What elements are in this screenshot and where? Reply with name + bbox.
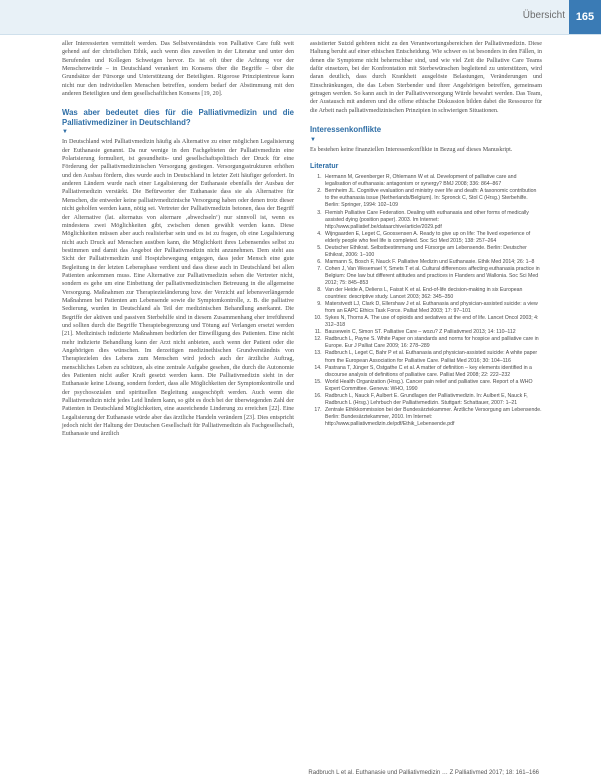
running-header	[0, 0, 601, 35]
conflicts-text: Es bestehen keine finanziellen Interessenkonflikte in Bezug auf dieses Manuskript.	[310, 146, 513, 153]
reference-item: 12. Radbruch L, Payne S. White Paper on standards and norms for hospice and palliative care in Europe. Eur J Palliat Care 2009; 16: 278–289	[323, 336, 542, 350]
reference-item: 2. Bernheim JL. Cognitive evaluation and ministry over life and death: A taxonomic contribution to the euthanasia issue (Netherlands/Belgium). In: Spronck C, Stol C (Hrsg.) Sterbehilfe. Berlin: Springer, 1994: 102–109	[323, 188, 542, 209]
page-number: 165	[569, 0, 601, 34]
reference-list	[310, 174, 542, 428]
body-paragraph: In Deutschland wird Palliativmedizin häufig als Alternative zu einer möglichen Legalisierung der Euthanasie genannt. Da nur wenige in den Fachgebieten der Palliativmedizin eine Polarisierung formuliert, ist gesundheits- und gesellschaftspolitisch der Druck für eine Förderung der palliativmedizinischen Versorgung gestiegen. Versorgungsstrukturen erhöhen und den Ausbau fördern, dies wurde auch in Deutschland in letzter Zeit häufiger gefordert. In anderen Ländern wurde nach einer Legalisierung der Euthanasie ebenfalls der Ausbau der Palliativmedizin verstärkt. Die Befürworter der Euthanasie dass sie als Alternative für Menschen, die entweder keine palliativmedizinische Versorgung haben oder denen trotz dieser nicht geholfen werden kann, nötig sei. Vertreter der Palliativmedizin betonen, dass der Begriff der Alternative (lat. alternatus von alternare ‚abwechseln‘) nur sinnvoll ist, wenn es mindestens zwei Möglichkeiten gibt, zwischen denen gewählt werden kann. Diese Möglichkeiten müssen aber auch realisierbar sein und es ist zu fragen, ob eine Legalisierung nicht auch Druck auf Menschen ausüben kann, die Möglichkeit ihres Lebensendes selbst zu bestimmen und damit das Angebot der Palliativmedizin nicht anzunehmen. Dem steht aus Sicht der Palliativmedizin und Hospizbewegung entgegen, dass jeder Mensch eine gute Begleitung in der letzten Lebensphase verdient und dass diese auch in Deutschland bei allen Patienten ankommen muss. Eine Alternative zur Palliativmedizin sehen die Vertreter nicht, sondern es gehe um eine Einbettung der palliativmedizinischen Betreuung in die allgemeine Versorgung. Maßnahmen zur Therapiezieländerung bzw. der Verzicht auf lebensverlängernde Maßnahmen bei Patienten am Lebensende sowie die Symptomkontrolle, z. B. die palliative Sedierung, wurden in Deutschland als Teil der medizinischen Behandlung anerkannt. Die Begriffe der aktiven und passiven Sterbehilfe sind in diesem Zusammenhang eher irreführend und sollten durch die Begriffe Therapiebegrenzung und Tötung auf Verlangen ersetzt werden [21]. Medizinisch indizierte Maßnahmen bedürfen der Einwilligung des Patienten. Eine nicht mehr indizierte Behandlung kann der Arzt nicht anbieten, auch wenn der Patient oder die Angehörigen dies wünschen. Im derzeitigen medizinethischen Grundverständnis von Therapiezielen des Lebens zum Menschen wird jedoch auch der ärztliche Auftrag, menschliches Leben zu schützen, als eine zentrale Aufgabe gesehen, die durch die Autonomie des Patienten nicht außer Kraft gesetzt werden kann. Die Palliativmedizin sieht in der Euthanasie keine Lösung, sondern fordert, dass alle Möglichkeiten der Symptomkontrolle und der psychosozialen und spirituellen Begleitung ausgeschöpft werden. Auch wenn die Palliativmedizin nicht jedes Leid lindern kann, so gibt es doch bei der überwiegenden Zahl der Patienten in Deutschland Möglichkeiten, eine ausreichende Linderung zu erreichen [22]. Eine Legalisierung der Euthanasie würde aber das ärztliche Handeln verändern [23]. Dies entspricht jedoch nicht der Haltung der Deutschen Gesellschaft für Palliativmedizin als Fachgesellschaft, Euthanasie und ärztlich	[62, 139, 294, 438]
reference-item: 16. Radbruch L, Nauck F, Aulbert E. Grundlagen der Palliativmedizin. In: Aulbert E, Nauck F, Radbruch L (Hrsg.) Lehrbuch der Palliativmedizin. Stuttgart: Schattauer, 2007: 1–21	[323, 393, 542, 407]
intro-paragraph: aller Interessierten vermittelt werden. Das Selbstverständnis von Palliative Care fußt weit gehend auf der christlichen Ethik, auch wenn dies zuweilen in der Literatur und unter den Berufenden und Kollegen Schweigen hervor. Es ist oft über die Achtung vor der Menschenwürde – in Deutschland verankert im Konsens über die Begriffe – über die Grundsätze der Fürsorge und Unterstützung der Beteiligten. Rigorose Prinzipientreue kann nicht nur den individuellen Menschen betreffen, sondern bedarf der Abstimmung mit den anderen Beteiligten und dem gesellschaftlichen Konsens [19, 20].	[62, 41, 294, 98]
section-label: Übersicht	[522, 10, 565, 21]
section-marker-icon: ▼	[62, 129, 68, 136]
reference-item: 11. Bausewein C, Simon ST. Palliative Care – wozu? Z Palliativmed 2013; 14: 110–112	[323, 329, 542, 336]
footer-citation: Radbruch L et al. Euthanasie und Palliativmedizin … Z Palliativmed 2017; 18: 161–166	[308, 770, 539, 776]
section-marker-icon: ▼	[310, 136, 316, 143]
conflicts-heading: Interessenkonflikte	[310, 125, 382, 135]
reference-item: 1. Hermann M, Greenberger R, Ohlemann W et al. Development of palliative care and legalisation of euthanasia: antagonism or synergy? BMJ 2008; 336: 864–867	[323, 174, 542, 188]
left-column	[62, 40, 294, 439]
reference-item: 10. Sykes N, Thorns A. The use of opioids and sedatives at the end of life. Lancet Oncol 2003; 4: 312–318	[323, 315, 542, 329]
reference-item: 7. Cohen J, Van Wesemael Y, Smets T et al. Cultural differences affecting euthanasia practice in Belgium: One law but different attitudes and practices in Flanders and Wallonia. Soc Sci Med 2012; 75: 845–853	[323, 266, 542, 287]
reference-item: 13. Radbruch L, Leget C, Bahr P et al. Euthanasia and physician-assisted suicide: A white paper from the European Association for Palliative Care. Palliat Med 2016; 30: 104–116	[323, 350, 542, 364]
literature-heading: Literatur	[310, 162, 339, 170]
reference-item: 14. Pastrana T, Jünger S, Ostgathe C et al. A matter of definition – key elements identified in a discourse analysis of definitions of palliative care. Palliat Med 2008; 22: 222–232	[323, 365, 542, 379]
right-column	[310, 40, 542, 428]
reference-item: 3. Flemish Palliative Care Federation. Dealing with euthanasia and other forms of medically assisted dying (position paper). 2003. Im Internet: http://www.palliatief.be/dataarchive/article/2029.pdf	[323, 210, 542, 231]
reference-item: 6. Marmann S, Bosch F, Nauck F. Palliative Medizin und Euthanasie. Ethik Med 2014; 26: 1–8	[323, 259, 542, 266]
reference-item: 8. Van der Heide A, Deliens L, Faisst K et al. End-of-life decision-making in six European countries: descriptive study. Lancet 2003; 362: 345–350	[323, 287, 542, 301]
reference-item: 5. Deutscher Ethikrat. Selbstbestimmung und Fürsorge am Lebensende. Berlin: Deutscher Ethikrat, 2006: 1–100	[323, 245, 542, 259]
reference-item: 9. Materstvedt LJ, Clark D, Ellershaw J et al. Euthanasia and physician-assisted suicide: a view from an EAPC Ethics Task Force. Palliat Med 2003; 17: 97–101	[323, 301, 542, 315]
reference-item: 4. Wijngaarden E, Leget C, Goossensen A. Ready to give up on life: The lived experience of elderly people who feel life is completed. Soc Sci Med 2015; 138: 257–264	[323, 231, 542, 245]
intro-paragraph: assistierter Suizid gehören nicht zu den Verantwortungsbereichen der Palliativmedizin. Diese Haltung beruht auf einer ethischen Entscheidung. Wie schwer es ist besonders in den Fällen, in denen die Symptome nicht beherrschbar sind, und wie viel Zeit die Palliative Care Teams dafür einsetzen, bei der Konfrontation mit Sterbewünschen begleitend zu unterstützen, wird daran deutlich, dass durch Krankheit ausgelöste Belastungen, Veränderungen und Einschränkungen, die das Leben Sterbender und ihrer Angehörigen betreffen, gemeinsam getragen werden. So kann auch in der Palliativversorgung Würde bewahrt werden. Das Team, der Austausch mit anderen und die offene ethische Diskussion bilden dabei die Ressource für die Arbeit nach palliativmedizinischen Prinzipien in schwierigen Situationen.	[310, 41, 542, 114]
reference-item: 17. Zentrale Ethikkommission bei der Bundesärztekammer. Ärztliche Versorgung am Lebensende. Berlin: Bundesärztekammer, 2010. Im Internet: http://www.palliativmedizin.de/pdf/Ethik_Lebensende.pdf	[323, 407, 542, 428]
section-heading: Was aber bedeutet dies für die Palliativmedizin und die Palliativmediziner in Deutschland?	[62, 108, 294, 127]
reference-item: 15. World Health Organization (Hrsg.). Cancer pain relief and palliative care. Report of a WHO Expert Committee. Geneva: WHO, 1990	[323, 379, 542, 393]
